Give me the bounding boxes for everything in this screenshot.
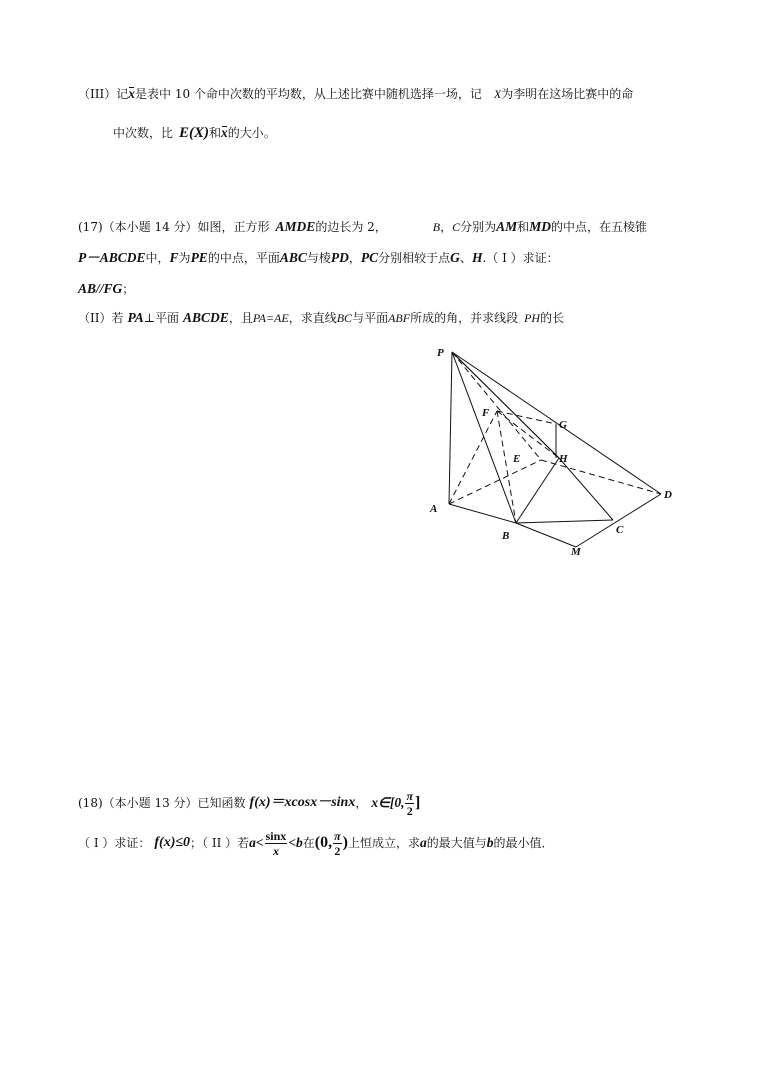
- math: B: [432, 220, 441, 234]
- label-H: H: [559, 453, 568, 465]
- expectation-EX: E(X): [179, 125, 210, 141]
- math: b: [486, 835, 494, 850]
- text: （II）若: [78, 311, 124, 325]
- text: （ I ）求证：: [78, 836, 151, 850]
- text: ；（ II ）若: [190, 836, 250, 850]
- math: sinx: [265, 828, 287, 843]
- math: PA: [127, 310, 144, 325]
- text: 分别相较于点: [378, 251, 451, 265]
- math: ABCDE: [183, 310, 229, 325]
- math: 2: [334, 843, 341, 858]
- q18-line2: [78, 828, 554, 858]
- label-D: D: [664, 489, 672, 501]
- text: 和: [209, 126, 222, 140]
- text: 与棱: [306, 251, 331, 265]
- x-bar-symbol-2: x: [221, 125, 228, 140]
- edge-BH: [516, 458, 559, 523]
- math: AMDE: [275, 219, 316, 234]
- edge-PB: [452, 352, 516, 523]
- math: ]: [415, 794, 421, 811]
- text: ，且: [228, 311, 253, 325]
- label-F: F: [482, 407, 490, 419]
- text: 的最小值．: [493, 836, 554, 850]
- text: 记: [116, 87, 129, 101]
- edge-AF-dashed: [449, 411, 497, 504]
- q17-line3: [78, 280, 134, 298]
- math: C: [452, 220, 461, 234]
- q17-line4: [78, 309, 564, 327]
- text: 为: [178, 251, 191, 265]
- function-f: f(x)＝xcosx－sinx: [249, 795, 356, 810]
- edge-PC: [452, 352, 559, 458]
- math: π: [334, 828, 341, 843]
- math: PE: [190, 250, 208, 265]
- q18-label: (18)（本小题 13 分）已知函数: [78, 796, 246, 810]
- edge-BC: [516, 520, 613, 523]
- var-X: X: [493, 87, 502, 101]
- edge-PD: [452, 352, 661, 494]
- label-E: E: [513, 453, 521, 465]
- text: 为李明在这场比赛中的命: [501, 87, 634, 101]
- math: <b: [288, 835, 303, 850]
- label-A: A: [430, 503, 438, 515]
- label-G: G: [559, 419, 567, 431]
- text: 与平面: [352, 311, 389, 325]
- math: AM: [496, 219, 518, 234]
- text: ；: [122, 282, 135, 296]
- math: AB//FG: [78, 281, 123, 296]
- text: ，: [355, 796, 368, 810]
- label-C: C: [616, 524, 624, 536]
- math: P－ABCDE: [78, 250, 146, 265]
- math: 2: [406, 803, 413, 818]
- text: .（ I ）求证：: [482, 251, 559, 265]
- math: (0,: [314, 834, 333, 851]
- math: MD: [529, 219, 551, 234]
- text: ，: [440, 220, 453, 234]
- math: x∈[0,: [371, 795, 405, 810]
- math: PC: [360, 250, 379, 265]
- text: 的边长为 2，: [315, 220, 387, 234]
- text: 的最大值与: [426, 836, 487, 850]
- text: 的长: [540, 311, 565, 325]
- q18-line1: [78, 790, 420, 816]
- edge-AB: [449, 504, 516, 523]
- edge-HC: [559, 458, 613, 520]
- text: 的中点，在五棱锥: [550, 220, 647, 234]
- text: 在: [302, 836, 315, 850]
- math: ABF: [388, 311, 411, 325]
- math: F: [169, 250, 179, 265]
- q17-label: (17)（本小题 14 分）如图，正方形: [78, 220, 270, 234]
- text: 中，: [145, 251, 170, 265]
- edge-PE-dashed: [452, 352, 541, 460]
- math: ABC: [279, 250, 307, 265]
- math: G: [450, 250, 460, 265]
- text: ，: [348, 251, 361, 265]
- math: PH: [524, 311, 541, 325]
- label-P: P: [437, 347, 444, 359]
- text: 上恒成立，求: [348, 836, 421, 850]
- part3-label: （III）: [78, 87, 117, 101]
- pyramid-figure: [425, 340, 685, 560]
- text: ，求直线: [288, 311, 337, 325]
- math: a: [420, 835, 427, 850]
- math: H: [471, 250, 483, 265]
- math: PD: [330, 250, 349, 265]
- edge-PA: [449, 352, 452, 504]
- edge-ED-dashed: [541, 460, 661, 494]
- text: 的大小。: [227, 126, 276, 140]
- math: a<: [249, 835, 264, 850]
- text: 分别为: [460, 220, 497, 234]
- edge-FB-dashed: [497, 411, 516, 523]
- part3-line1: [78, 85, 633, 103]
- math: f(x)≤0: [154, 835, 191, 850]
- text: 和: [517, 220, 530, 234]
- label-B: B: [502, 530, 510, 542]
- text: 的中点，平面: [207, 251, 280, 265]
- text: ⊥平面: [143, 311, 180, 325]
- pi-over-2: [405, 790, 414, 817]
- sinx-over-x: [265, 830, 288, 857]
- x-bar-symbol: x: [128, 86, 135, 101]
- text: 所成的角，并求线段: [410, 311, 519, 325]
- part3-line2: [113, 124, 276, 142]
- math: π: [406, 788, 414, 803]
- text: 是表中 10 个命中次数的平均数，从上述比赛中随机选择一场，记: [135, 87, 482, 101]
- math: ): [342, 834, 348, 851]
- edge-BM: [516, 523, 576, 547]
- math: BC: [336, 311, 353, 325]
- pi-over-2-b: [333, 830, 342, 857]
- text: 中次数，比: [113, 126, 174, 140]
- math: x: [272, 843, 279, 858]
- q17-line2: [78, 249, 559, 267]
- text: 、: [459, 251, 472, 265]
- label-M: M: [571, 546, 581, 558]
- q17-line1: [78, 218, 647, 236]
- math: PA=AE: [252, 311, 289, 325]
